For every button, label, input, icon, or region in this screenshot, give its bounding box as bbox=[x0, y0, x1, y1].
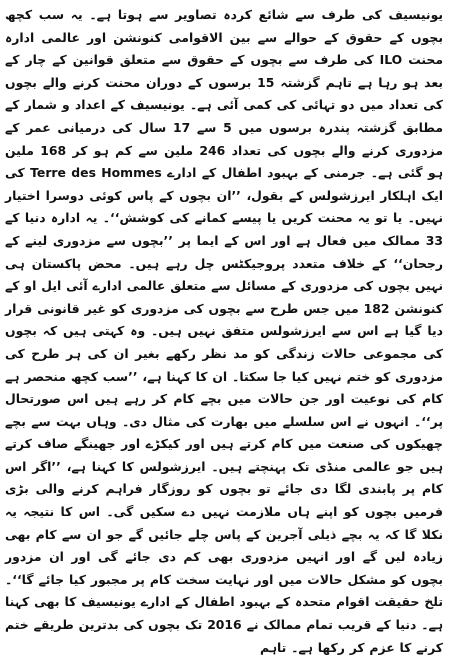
article-body: یونیسیف کی طرف سے شائع کردہ تصاویر سے ہوتا ہے۔ یہ سب کچھ بچوں کے حقوق کے حوالے سے بین الاقوامی کنونشن اور عالمی ادارہ محنت ILO کی طرف سے بچوں کے حقوق سے متعلق قوانین کے چار کے بعد ہو رہا ہے تاہم گزشتہ 15 برسوں کے دوران محنت کرنے والے بچوں کی تعداد میں دو تہائی کی کمی آئی ہے۔ یونیسیف کے اعداد و شمار کے مطابق گزشتہ پندرہ برسوں میں 5 سے 17 سال کی درمیانی عمر کے مزدوری کرنے والے بچوں کی تعداد 246 ملین سے کم ہو کر 168 ملین ہو گئی ہے۔ جرمنی کے بہبود اطفال کے ادارے Terre des Hommes کی ایک اہلکار ایرزشولس کے بقول، ’’ان بچوں کے پاس کوئی دوسرا اختیار نہیں۔ یا تو یہ محنت کریں یا پیسے کمانے کی کوشش‘‘۔ یہ ادارہ دنیا کے 33 ممالک میں فعال ہے اور اس کے ایما پر ’’بچوں سے مزدوری لینے کے رجحان‘‘ کے خلاف متعدد پروجیکٹس چل رہے ہیں۔ محض پاکستان ہی نہیں بچوں کی مزدوری کے مسائل سے متعلق عالمی ادارے آئی ایل او کے کنونشن 182 میں جس طرح سے بچوں کی مزدوری کو غیر قانونی قرار دیا گیا ہے اس سے ایرزشولس متفق نہیں ہیں۔ وہ کہتی ہیں کہ بچوں کی مجموعی حالات زندگی کو مد نظر رکھے بغیر ان کی ہر طرح کی مزدوری کو ختم نہیں کیا جا سکتا۔ ان کا کہنا ہے، ’’سب کچھ منحصر ہے کام کی نوعیت اور جن حالات میں بچے کام کر رہے ہیں اس صورتحال پر‘‘۔ انہوں نے اس سلسلے میں بھارت کی مثال دی۔ وہاں بہت سے بچے چھیکوں کی صنعت میں کام کرتے ہیں اور کیکڑے اور جھینگے صاف کرتے ہیں جو عالمی منڈی تک پہنچتے ہیں۔ ایرزشولس کا کہنا ہے، ’’اگر اس کام پر پابندی لگا دی جائے تو بچوں کو روزگار فراہم کرنے والی بڑی فرمیں بچوں کو اپنے ہاں ملازمت نہیں دے سکیں گی۔ اس کا نتیجہ یہ نکلا گا کہ یہ بچے ذیلی آجرین کے پاس چلے جائیں گے جو ان سے کام بھی زیادہ لیں گے اور انہیں مزدوری بھی کم دی جائے گی اور ان مزدور بچوں کو مشکل حالات میں اور نہایت سخت کام پر مجبور کیا جائے گا‘‘۔ تلخ حقیقت اقوام متحدہ کے بہبود اطفال کے ادارے یونیسیف کا بھی کہنا ہے۔ دنیا کے قریب تمام ممالک نے 2016 تک بچوں کی بدترین طریقے ختم کرنے کا عزم کر رکھا ہے۔ تاہم bbox=[5, 7, 444, 655]
